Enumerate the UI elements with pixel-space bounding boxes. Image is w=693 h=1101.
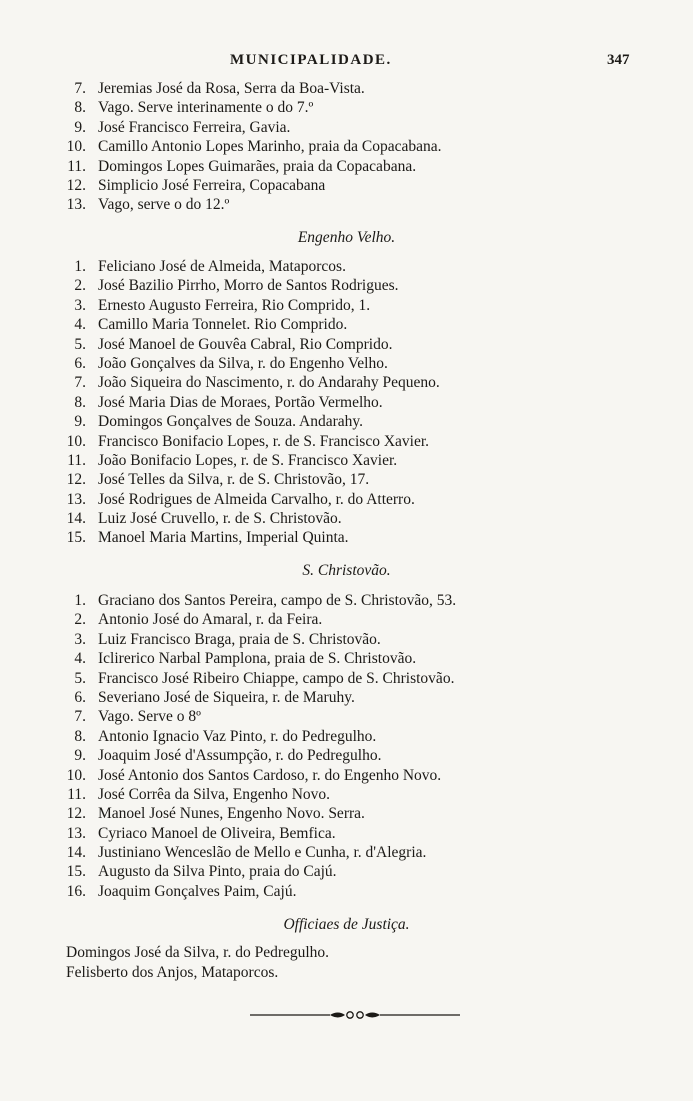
list-item: 12. José Telles da Silva, r. de S. Christovão, 17. [66,471,370,489]
list-item: 4. Camillo Maria Tonnelet. Rio Comprido. [74,316,348,334]
list-item: 2. José Bazilio Pirrho, Morro de Santos Rodrigues. [74,277,399,295]
list-item: 5. Francisco José Ribeiro Chiappe, campo de S. Christovão. [74,669,455,687]
list-item: 3. Luiz Francisco Braga, praia de S. Christovão. [74,630,381,648]
list-item: 15. Manoel Maria Martins, Imperial Quinta. [66,529,349,547]
list-item: 9. Joaquim José d'Assumpção, r. do Pedregulho. [74,747,382,765]
list-item: 13. Cyriaco Manoel de Oliveira, Bemfica. [66,824,336,842]
list-item: 10. Francisco Bonifacio Lopes, r. de S. Francisco Xavier. [66,432,430,450]
list-item: 8. Antonio Ignacio Vaz Pinto, r. do Pedregulho. [74,727,377,745]
list-item: 1. Graciano dos Santos Pereira, campo de S. Christovão, 53. [74,592,457,609]
list-item: 8. Vago. Serve interinamente o do 7.º [74,99,314,117]
list-item: 15. Augusto da Silva Pinto, praia do Cajú. [66,863,337,881]
list-item: 5. José Manoel de Gouvêa Cabral, Rio Comprido. [74,335,393,353]
list-s-christovao [0,591,693,901]
list-item: 8. José Maria Dias de Moraes, Portão Vermelho. [74,393,383,411]
list-item: 9. Domingos Gonçalves de Souza. Andarahy. [74,413,364,431]
list-item: 10. José Antonio dos Santos Cardoso, r. do Engenho Novo. [66,766,442,784]
list-item: 11. João Bonifacio Lopes, r. de S. Francisco Xavier. [67,451,398,469]
list-item: 3. Ernesto Augusto Ferreira, Rio Comprido, 1. [74,296,371,314]
ornament-divider-icon [250,1008,460,1022]
list-item: 11. Domingos Lopes Guimarães, praia da Copacabana. [67,157,417,175]
list-item: 9. José Francisco Ferreira, Gavia. [74,118,291,136]
list-item: 10. Camillo Antonio Lopes Marinho, praia da Copacabana. [66,138,442,156]
list-item: 11. José Corrêa da Silva, Engenho Novo. [67,785,331,803]
officer-line: Felisberto dos Anjos, Mataporcos. [66,964,279,981]
list-item: 13. José Rodrigues de Almeida Carvalho, r. do Atterro. [66,490,415,508]
list-item: 2. Antonio José do Amaral, r. da Feira. [74,611,323,629]
list-item: 13. Vago, serve o do 12.º [66,196,230,214]
page-number: 347 [607,52,630,68]
officer-line: Domingos José da Silva, r. do Pedregulho. [66,944,330,961]
list-item: 6. João Gonçalves da Silva, r. do Engenho Velho. [74,354,388,372]
list-item: 12. Simplicio José Ferreira, Copacabana [66,176,326,194]
list-engenho-velho [0,257,693,548]
running-title: MUNICIPALIDADE. [230,52,392,68]
list-item: 14. Justiniano Wenceslão de Mello e Cunha, r. d'Alegria. [66,844,427,862]
list-item: 1. Feliciano José de Almeida, Mataporcos. [74,258,346,275]
list-item: 7. Vago. Serve o 8º [74,708,201,726]
section-title-engenho-velho: Engenho Velho. [297,229,396,246]
section-title-s-christovao: S. Christovão. [302,562,391,579]
list-item: 4. Iclirerico Narbal Pamplona, praia de S. Christovão. [74,650,417,668]
page-header [0,52,693,74]
list-item: 7. Jeremias José da Rosa, Serra da Boa-Vista. [74,80,365,97]
list-item: 6. Severiano José de Siqueira, r. de Maruhy. [74,688,355,706]
list-item: 14. Luiz José Cruvello, r. de S. Christovão. [66,510,342,528]
list-item: 16. Joaquim Gonçalves Paim, Cajú. [66,882,297,900]
list-item: 12. Manoel José Nunes, Engenho Novo. Serra. [66,805,365,823]
list-continuation [0,79,693,215]
list-item: 7. João Siqueira do Nascimento, r. do Andarahy Pequeno. [74,374,440,392]
section-title-officiaes-de-justica: Officiaes de Justiça. [283,916,410,933]
